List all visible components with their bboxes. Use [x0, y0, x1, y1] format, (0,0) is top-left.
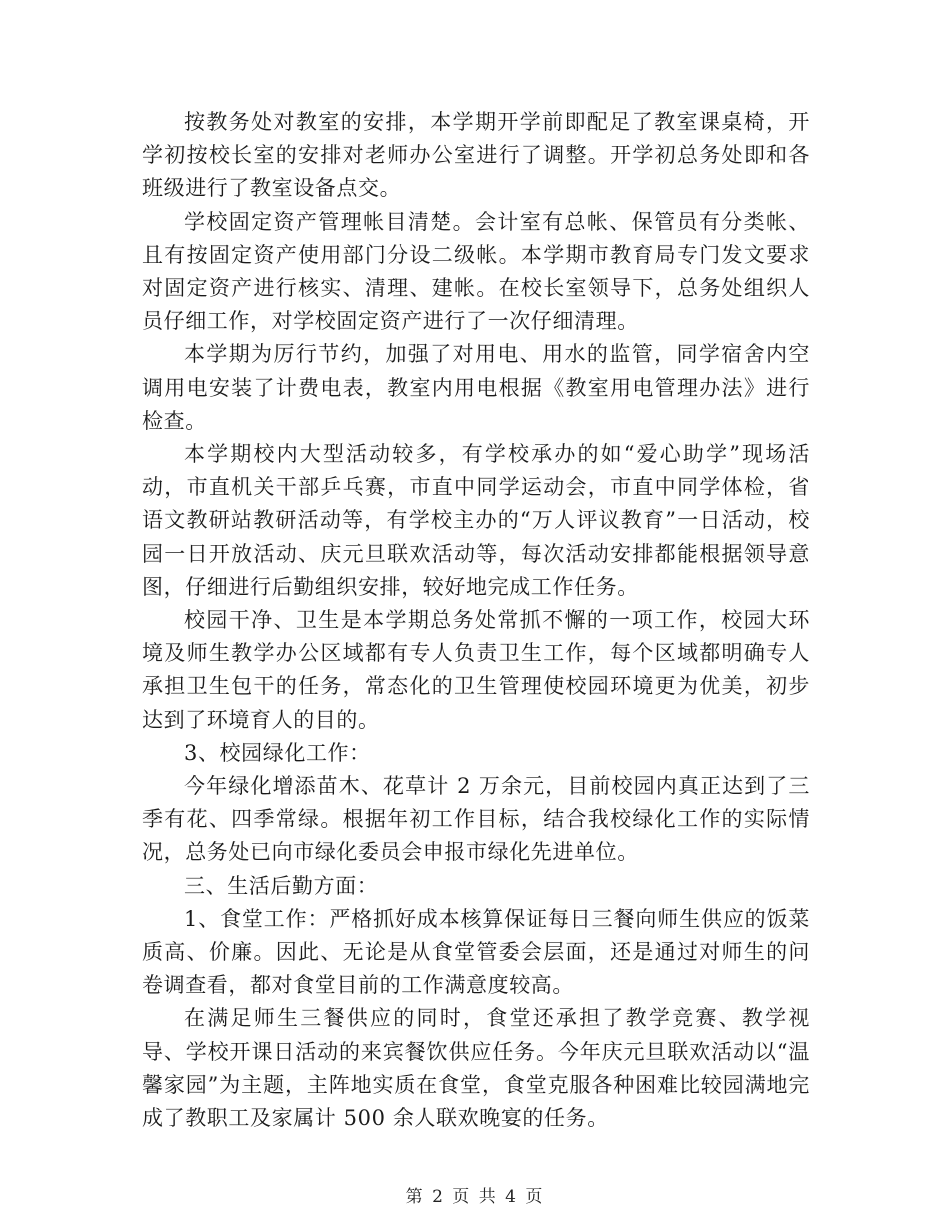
paragraph-campus-hygiene: 校园干净、卫生是本学期总务处常抓不懈的一项工作，校园大环境及师生教学办公区域都有专人负责卫生工作，每个区域都明确专人承担卫生包干的任务，常态化的卫生管理使校园环境更为优美，初步达到了环境育人的目的。	[142, 608, 810, 732]
paragraph-greening: 今年绿化增添苗木、花草计 2 万余元，目前校园内真正达到了三季有花、四季常绿。根据年初工作目标，结合我校绿化工作的实际情况，总务处已向市绿化委员会申报市绿化先进单位。	[142, 774, 810, 865]
paragraph-energy-saving: 本学期为厉行节约，加强了对用电、用水的监管，同学宿舍内空调用电安装了计费电表，教室内用电根据《教室用电管理办法》进行检查。	[142, 342, 810, 433]
page-number-footer: 第 2 页 共 4 页	[405, 1187, 545, 1207]
paragraph-fixed-assets: 学校固定资产管理帐目清楚。会计室有总帐、保管员有分类帐、且有按固定资产使用部门分设二级帐。本学期市教育局专门发文要求对固定资产进行核实、清理、建帐。在校长室领导下，总务处组织人员仔细工作，对学校固定资产进行了一次仔细清理。	[142, 209, 810, 334]
heading-life-logistics: 三、生活后勤方面：	[184, 873, 379, 898]
document-body	[142, 106, 810, 1135]
heading-greening-work: 3、校园绿化工作：	[184, 740, 371, 765]
paragraph-campus-activities: 本学期校内大型活动较多，有学校承办的如“爱心助学”现场活动，市直机关干部乒乓赛，市直中同学运动会，市直中同学体检，省语文教研站教研活动等，有学校主办的“万人评议教育”一日活动，校园一日开放活动、庆元旦联欢活动等，每次活动安排都能根据领导意图，仔细进行后勤组织安排，较好地完成工作任务。	[142, 442, 810, 599]
paragraph-classroom-arrangement: 按教务处对教室的安排，本学期开学前即配足了教室课桌椅，开学初按校长室的安排对老师办公室进行了调整。开学初总务处即和各班级进行了教室设备点交。	[142, 110, 810, 201]
paragraph-canteen-work: 1、食堂工作：严格抓好成本核算保证每日三餐向师生供应的饭菜质高、价廉。因此、无论是从食堂管委会层面，还是通过对师生的问卷调查看，都对食堂目前的工作满意度较高。	[142, 906, 810, 998]
paragraph-canteen-catering: 在满足师生三餐供应的同时，食堂还承担了教学竞赛、教学视导、学校开课日活动的来宾餐饮供应任务。今年庆元旦联欢活动以“温馨家园”为主题，主阵地实质在食堂，食堂克服各种困难比较园满地完成了教职工及家属计 500 余人联欢晚宴的任务。	[142, 1006, 810, 1131]
